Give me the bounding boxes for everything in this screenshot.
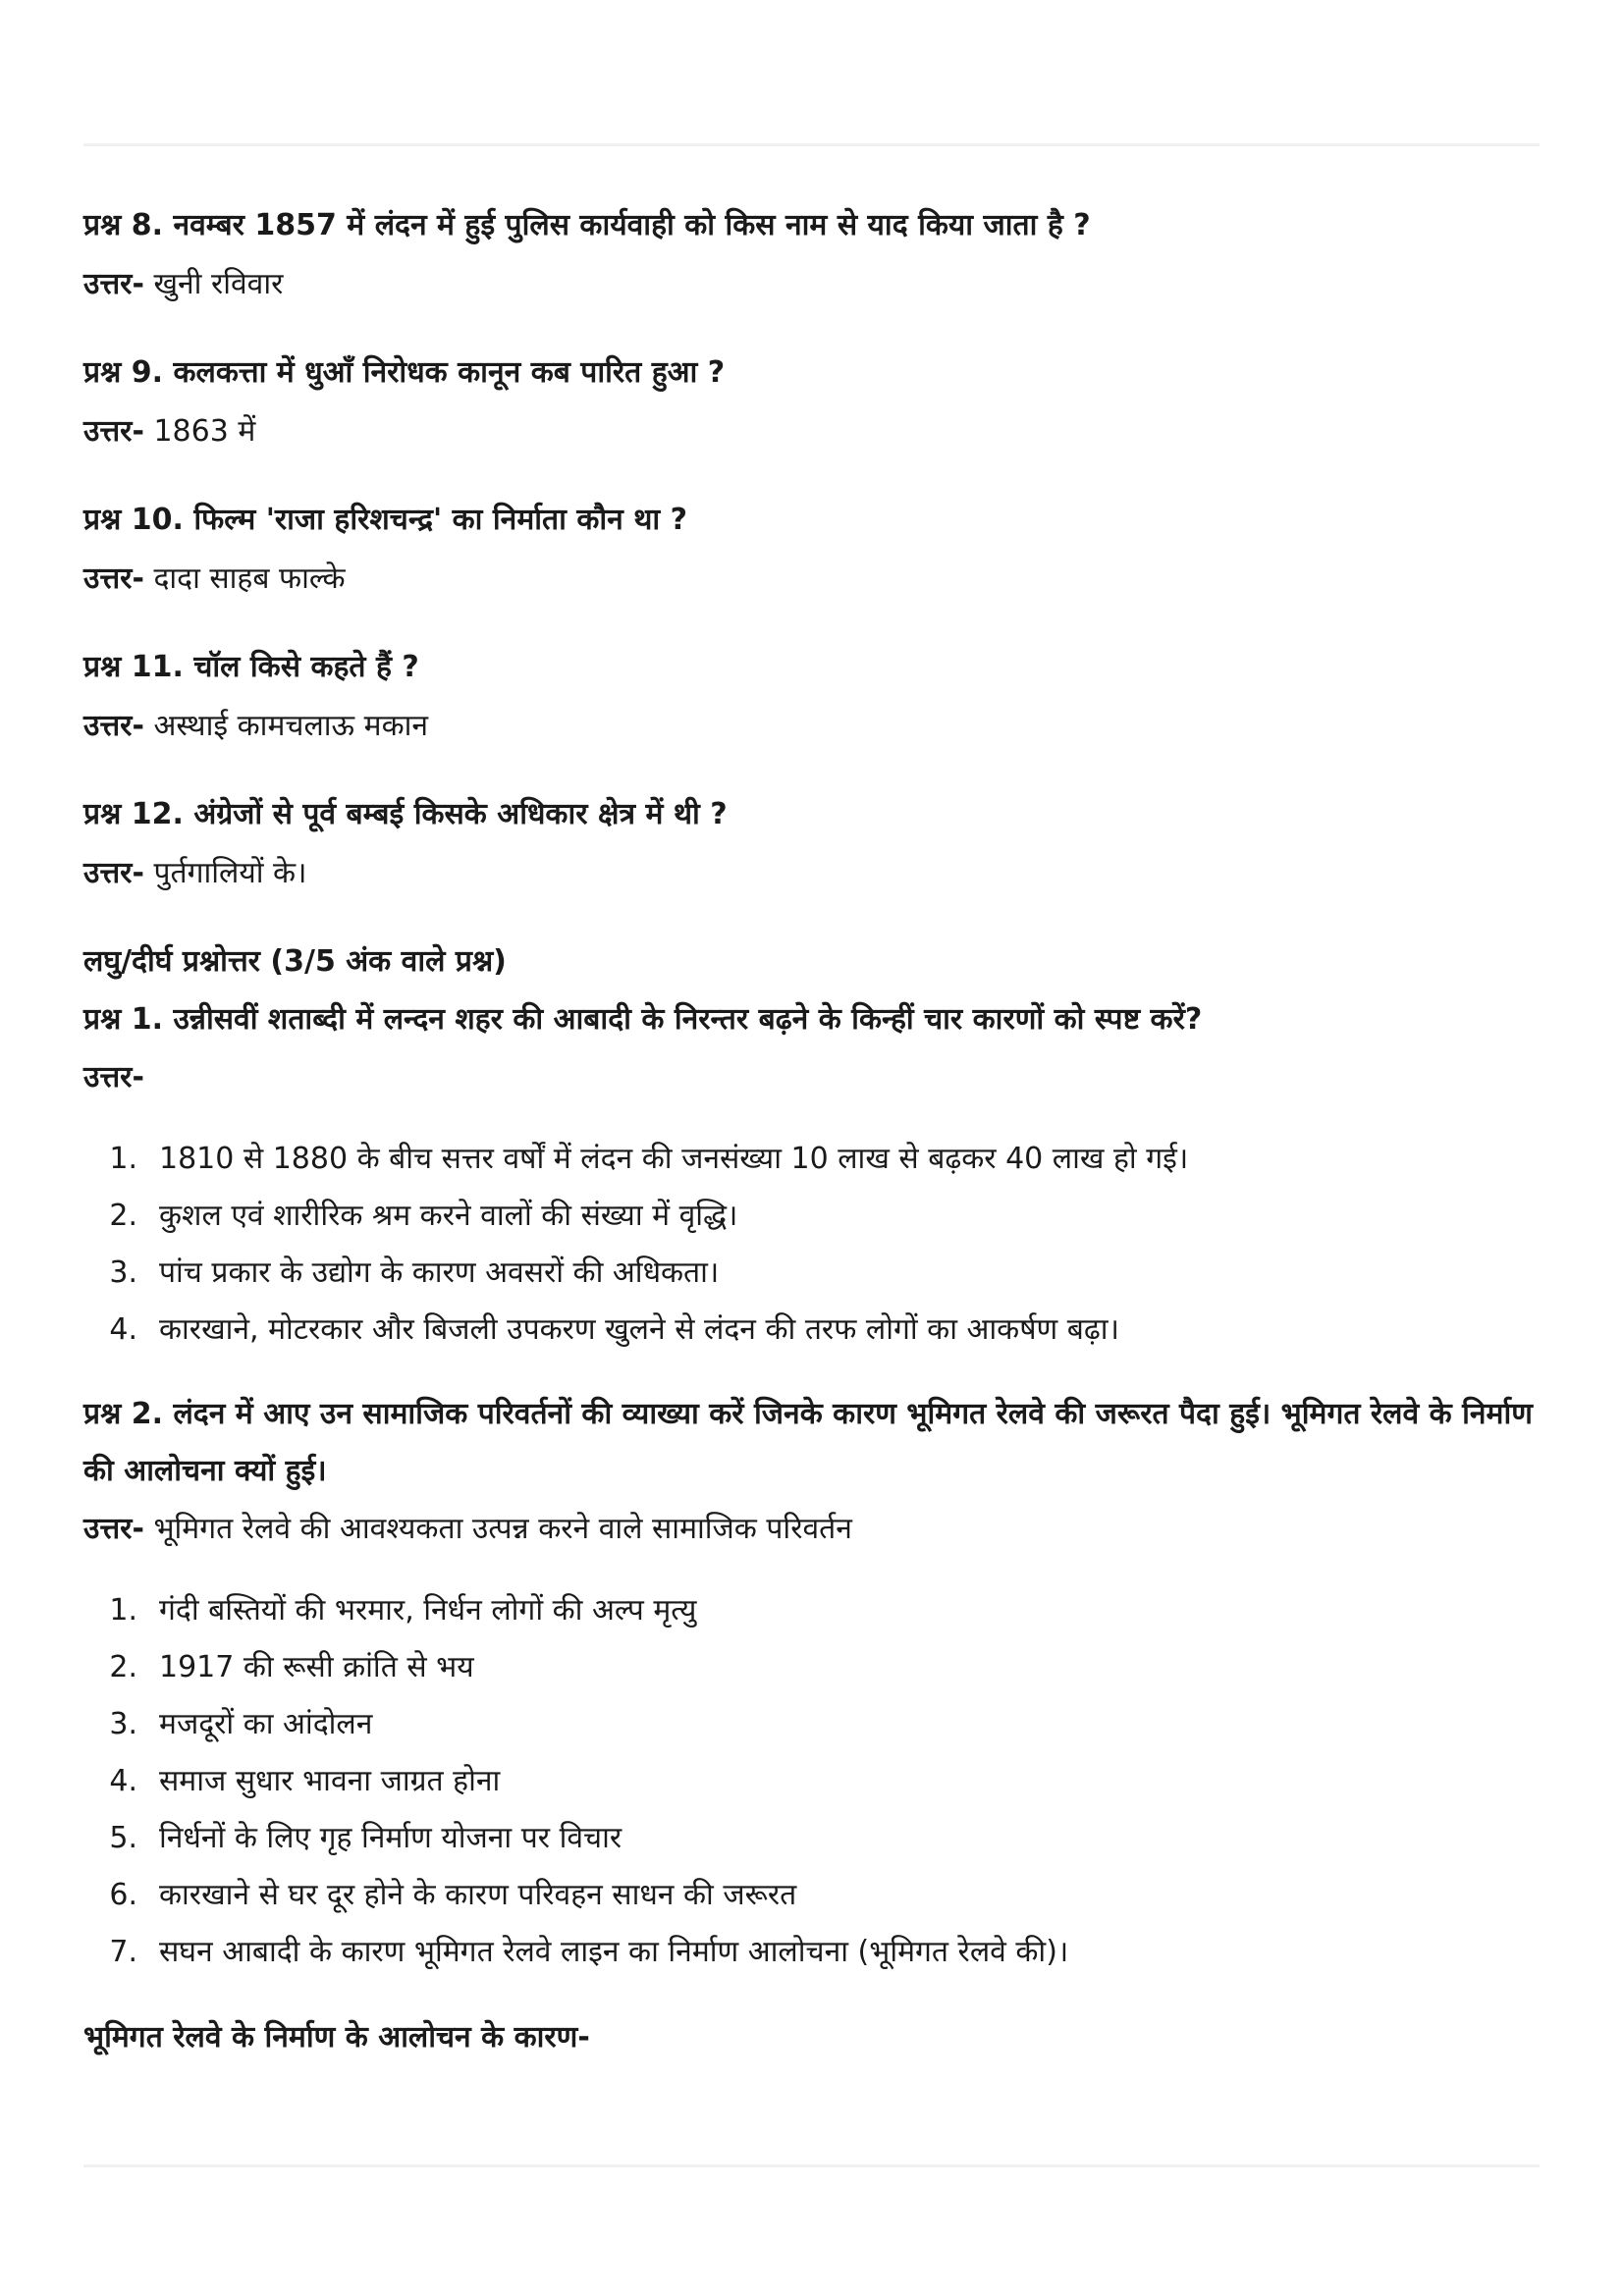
qa-item [83,638,1540,756]
reasons-list-2 [83,1582,1540,1981]
list-text: कारखाने, मोटरकार और बिजली उपकरण खुलने से लंदन की तरफ लोगों का आकर्षण बढ़ा। [159,1312,1119,1347]
bottom-divider [83,2164,1540,2167]
answer-11 [83,697,1540,756]
answer-label: उत्तर- [83,1060,144,1095]
qa-item [83,785,1540,903]
list-number: 1. [109,1593,137,1628]
list-text: निर्धनों के लिए गृह निर्माण योजना पर विचार [159,1821,622,1855]
list-text: समाज सुधार भावना जाग्रत होना [159,1764,501,1798]
list-number: 2. [109,1199,137,1233]
answer-10 [83,550,1540,609]
qa-item [83,344,1540,461]
list-item [83,1753,1540,1810]
list-item [83,1131,1540,1188]
question-8: प्रश्न 8. नवम्बर 1857 में लंदन में हुई पुलिस कार्यवाही को किस नाम से याद किया जाता है ? [83,208,1091,242]
list-number: 7. [109,1935,137,1969]
list-text: गंदी बस्तियों की भरमार, निर्धन लोगों की अल्प मृत्यु [159,1593,697,1628]
answer-9 [83,402,1540,461]
answer-text: पुर्तगालियों के। [143,856,307,890]
list-number: 5. [109,1821,137,1855]
answer-label: उत्तर- [83,414,144,449]
list-text: पांच प्रकार के उद्योग के कारण अवसरों की अधिकता। [159,1255,720,1290]
list-number: 3. [109,1255,137,1290]
list-item [83,1582,1540,1639]
list-number: 2. [109,1650,137,1684]
list-number: 4. [109,1764,137,1798]
answer-label: उत्तर- [83,1512,144,1546]
list-item [83,1867,1540,1924]
top-divider [83,143,1540,146]
list-text: कारखाने से घर दूर होने के कारण परिवहन साधन की जरूरत [159,1878,797,1912]
section-heading: लघु/दीर्घ प्रश्नोत्तर (3/5 अंक वाले प्रश्न) [83,944,507,979]
answer-12 [83,844,1540,903]
list-text: मजदूरों का आंदोलन [159,1707,373,1741]
qa-item [83,196,1540,314]
list-item [83,1245,1540,1302]
question-9: प्रश्न 9. कलकत्ता में धुआँ निरोधक कानून कब पारित हुआ ? [83,355,726,390]
list-item [83,1302,1540,1359]
answer-label: उत्तर- [83,856,144,890]
list-item [83,1639,1540,1696]
qa-item [83,491,1540,609]
answer-label: उत्तर- [83,709,144,743]
answer-text: दादा साहब फाल्के [143,561,346,596]
list-text: 1917 की रूसी क्रांति से भय [159,1650,474,1684]
list-item [83,1810,1540,1867]
list-text: कुशल एवं शारीरिक श्रम करने वालों की संख्या में वृद्धि। [159,1199,738,1233]
list-item [83,1924,1540,1981]
question-10: प्रश्न 10. फिल्म 'राजा हरिशचन्द्र' का निर्माता कौन था ? [83,503,688,537]
answer-label: उत्तर- [83,267,144,301]
list-number: 1. [109,1142,137,1176]
document-body [83,196,1540,2067]
answer-text: भूमिगत रेलवे की आवश्यकता उत्पन्न करने वाले सामाजिक परिवर्तन [143,1512,852,1546]
answer-text: 1863 में [143,414,256,449]
answer-text: खुनी रविवार [143,267,284,301]
list-number: 4. [109,1312,137,1347]
list-number: 3. [109,1707,137,1741]
answer-8 [83,255,1540,314]
answer-text: अस्थाई कामचलाऊ मकान [143,709,429,743]
question-11: प्रश्न 11. चॉल किसे कहते हैं ? [83,650,419,684]
list-number: 6. [109,1878,137,1912]
closing-heading: भूमिगत रेलवे के निर्माण के आलोचन के कारण- [83,2020,590,2055]
question-12: प्रश्न 12. अंग्रेजों से पूर्व बम्बई किसके अधिकार क्षेत्र में थी ? [83,797,728,831]
list-text: सघन आबादी के कारण भूमिगत रेलवे लाइन का निर्माण आलोचना (भूमिगत रेलवे की)। [159,1935,1069,1969]
list-text: 1810 से 1880 के बीच सत्तर वर्षों में लंदन की जनसंख्या 10 लाख से बढ़कर 40 लाख हो गई। [159,1142,1189,1176]
list-item [83,1696,1540,1753]
list-item [83,1188,1540,1245]
long-answer-2 [83,1500,1540,1559]
long-answer-1-label [83,1048,1540,1107]
reasons-list-1 [83,1131,1540,1359]
answer-label: उत्तर- [83,561,144,596]
long-question-2: प्रश्न 2. लंदन में आए उन सामाजिक परिवर्तनों की व्याख्या करें जिनके कारण भूमिगत रेलवे की जरूरत पैदा हुई। भूमिगत रेलवे के निर्माण की आलोचना क्यों हुई। [83,1397,1533,1488]
long-question-1: प्रश्न 1. उन्नीसवीं शताब्दी में लन्दन शहर की आबादी के निरन्तर बढ़ने के किन्हीं चार कारणों को स्पष्ट करें? [83,1002,1203,1037]
